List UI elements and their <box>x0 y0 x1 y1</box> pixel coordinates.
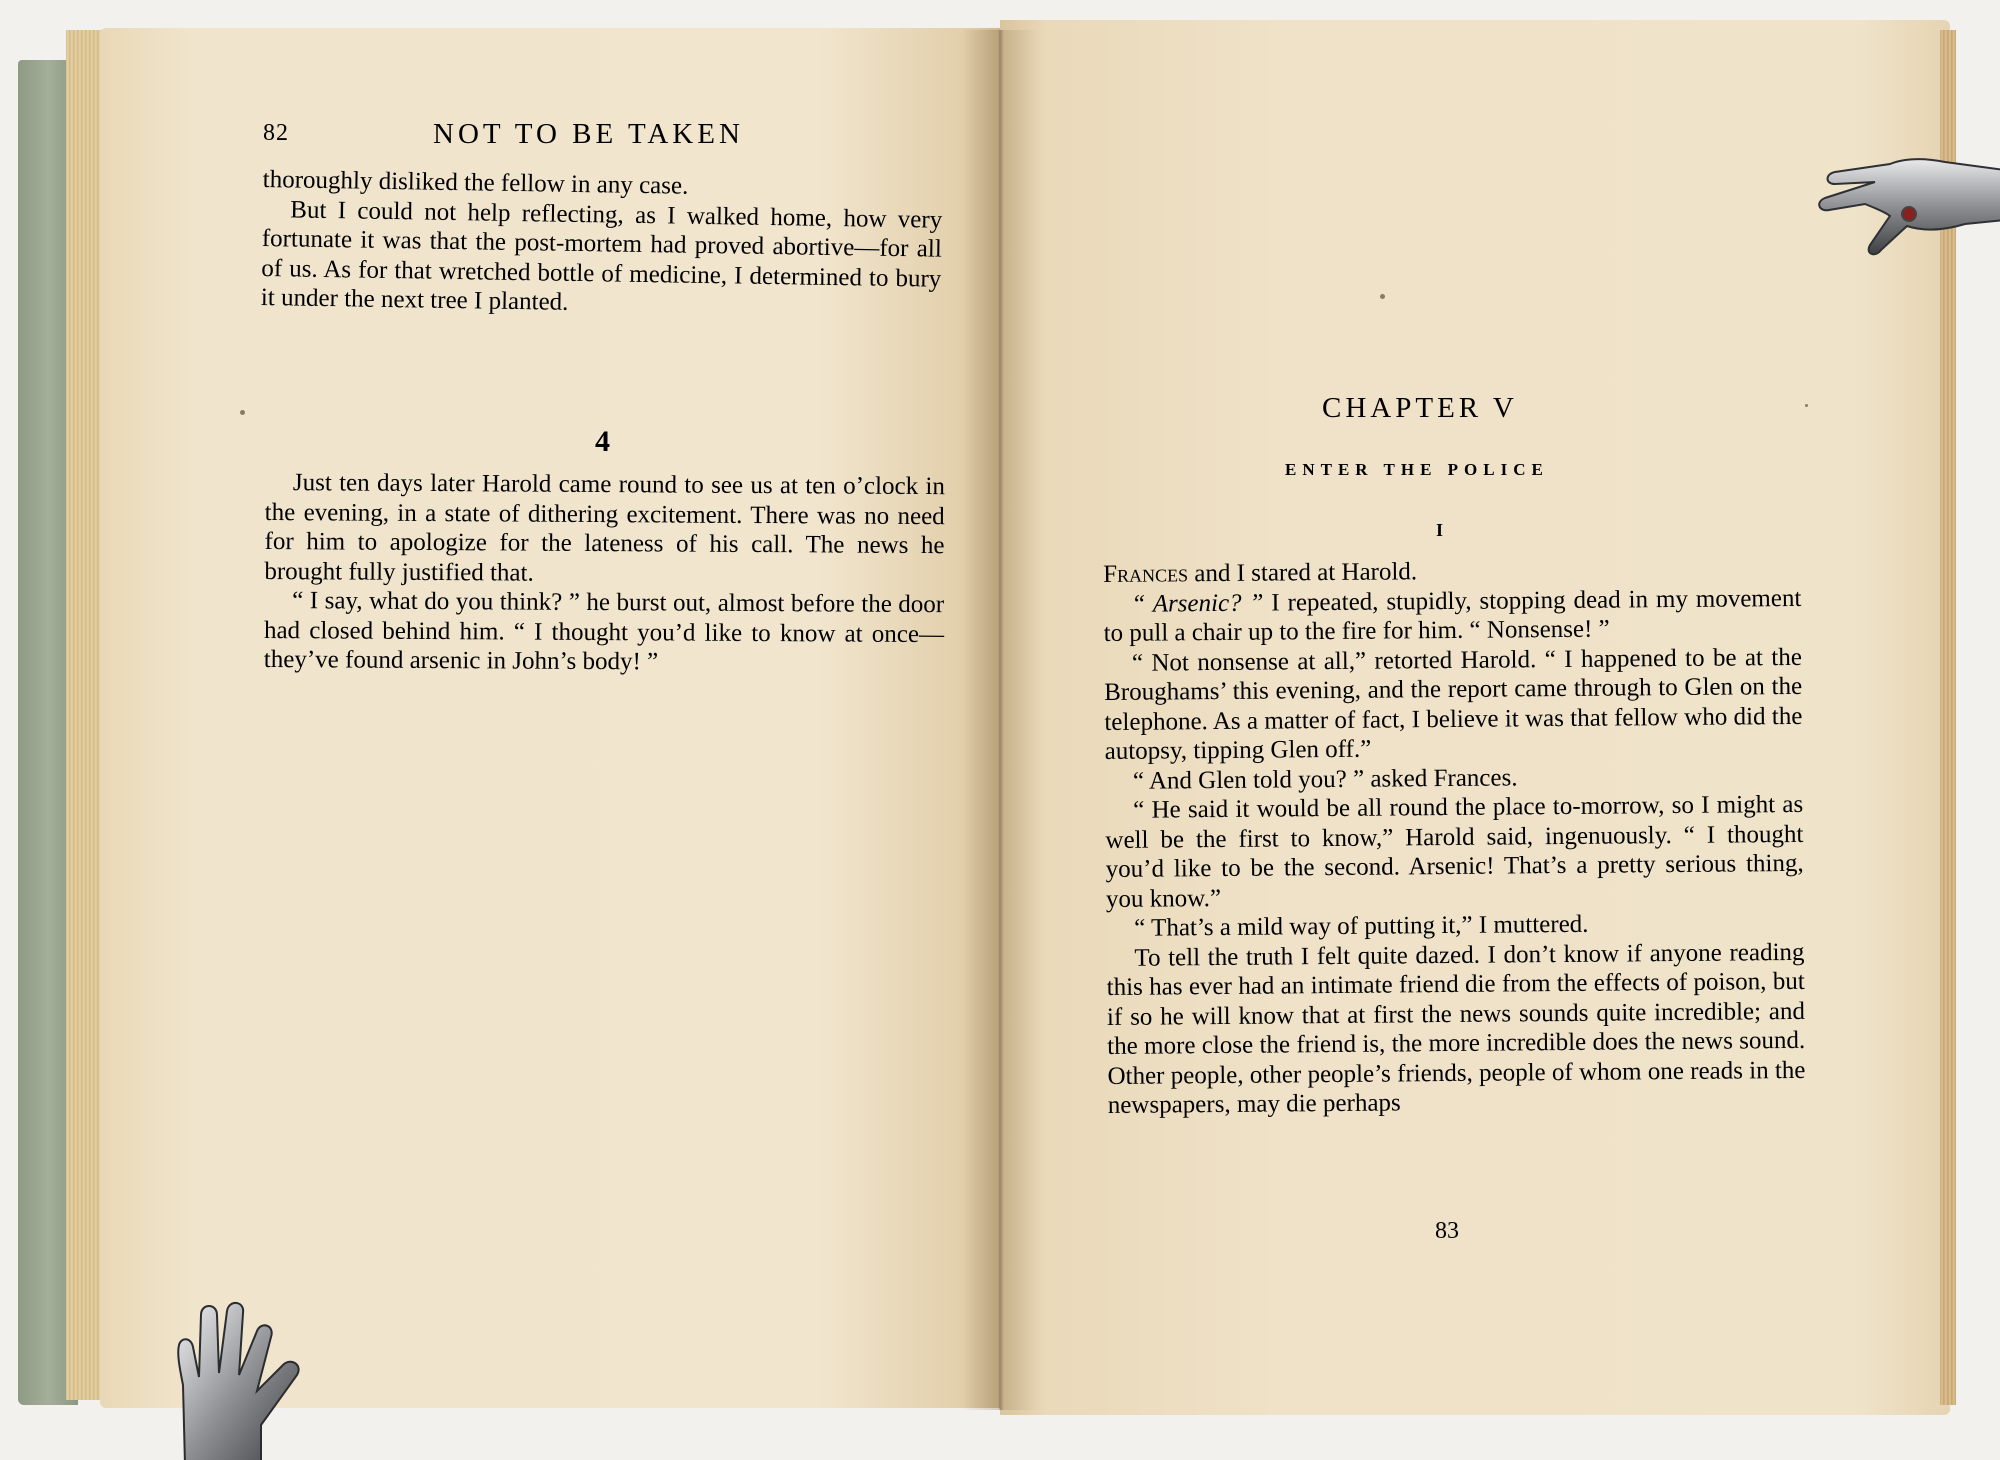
paper-speck <box>1805 404 1808 407</box>
paragraph: To tell the truth I felt quite dazed. I don’t know if anyone reading this has ever had an intimate friend die from the effects of poison, but if so he will know that at first the news sounds quite incredible; and the more close the friend is, the more incredible does the news sound. Other people, other people’s friends, people of whom one reads in the newspapers, may die perhaps <box>1106 938 1806 1119</box>
book-gutter <box>960 30 1040 1410</box>
paper-speck <box>1380 294 1385 299</box>
paragraph-rest: I repeated, stupidly, stopping dead in my movement to pull a chair up to the fire for him. “ Nonsense! ” <box>1103 584 1802 647</box>
chapter-subtitle: ENTER THE POLICE <box>1285 460 1549 479</box>
paragraph: “ I say, what do you think? ” he burst out, almost before the door had closed behind him. “ I thought you’d like to know at once—they’ve found arsenic in John’s body! ” <box>263 587 945 676</box>
paragraph <box>1103 583 1801 648</box>
paragraph: Just ten days later Harold came round to see us at ten o’clock in the evening, in a state of dithering excitement. There was no need for him to apologize for the lateness of his call. The news he brought fully justified that. <box>264 469 945 587</box>
left-text-top <box>261 165 943 323</box>
quoted-word: “ Arsenic? ” <box>1131 589 1264 618</box>
left-text-bottom <box>264 468 945 679</box>
page-number-right: 83 <box>1435 1218 1459 1244</box>
paragraph: “ That’s a mild way of putting it,” I muttered. <box>1134 910 1589 942</box>
first-word: Frances <box>1103 560 1189 588</box>
right-text <box>1103 554 1806 1121</box>
paragraph: “ Not nonsense at all,” retorted Harold. “ I happened to be at the Broughams’ this evening, and the report came through to Glen on the telephone. As a matter of fact, I believe it was that fellow who did the autopsy, tipping Glen off.” <box>1104 643 1803 765</box>
page-number-left: 82 <box>263 120 289 146</box>
silver-hand-clip-icon <box>165 1295 315 1460</box>
paragraph: thoroughly disliked the fellow in any case. <box>262 165 689 200</box>
paragraph: But I could not help reflecting, as I walked home, how very fortunate it was that the post-mortem had proved abortive—for all of us. As for that wretched bottle of medicine, I determined to bury it under the next tree I planted. <box>260 195 943 316</box>
section-number-right: I <box>1436 520 1444 540</box>
silver-hand-clip-icon <box>1795 150 2000 280</box>
chapter-title: CHAPTER V <box>1322 392 1518 424</box>
paragraph: “ He said it would be all round the place to-morrow, so I might as well be the first to know,” Harold said, ingenuously. “ I thought you’d like to be the second. Arsenic! That’s a pretty serious thing, you know.” <box>1105 790 1804 913</box>
paragraph: “ And Glen told you? ” asked Frances. <box>1132 763 1518 795</box>
opening-rest: and I stared at Harold. <box>1187 558 1418 588</box>
paper-speck <box>240 410 245 415</box>
section-number-left: 4 <box>595 425 610 458</box>
running-title: NOT TO BE TAKEN <box>433 118 744 150</box>
